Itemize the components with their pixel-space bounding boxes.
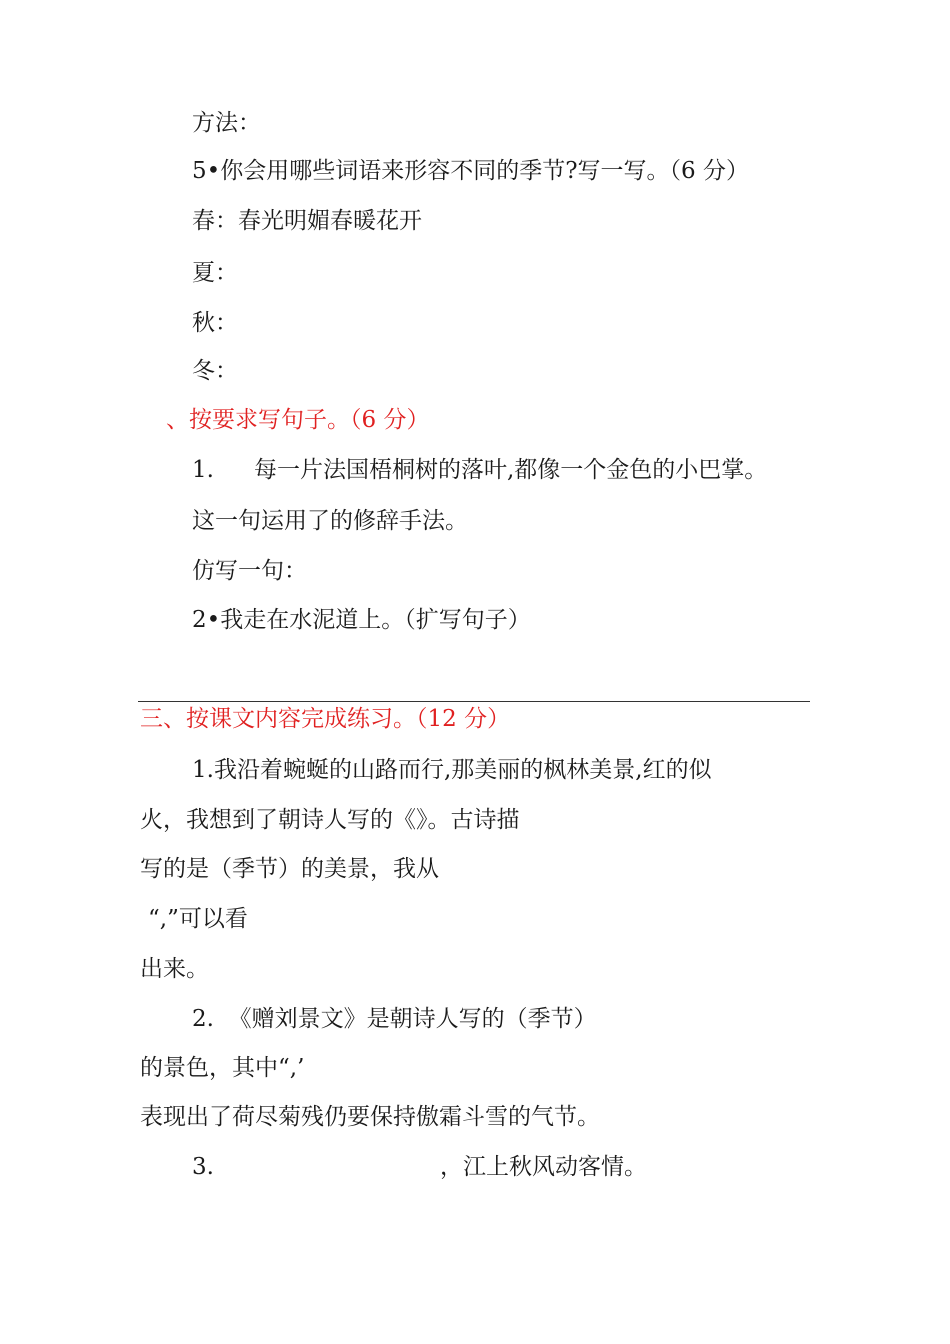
q5-winter: 冬： bbox=[192, 358, 238, 384]
section2-heading: 、按要求写句子。（6 分） bbox=[166, 407, 430, 433]
q5-summer: 夏： bbox=[192, 260, 238, 286]
section3-q2-line2: 的景色，其中“,’ bbox=[140, 1055, 305, 1081]
section3-q1-line4: “,”可以看 bbox=[148, 906, 248, 932]
section2-item2: 2•我走在水泥道上。（扩写句子） bbox=[192, 607, 531, 633]
section3-q1-line5: 出来。 bbox=[140, 956, 209, 982]
section3-heading: 三、按课文内容完成练习。（12 分） bbox=[140, 706, 511, 732]
section2-item1-imitate: 仿写一句： bbox=[192, 558, 307, 584]
answer-line bbox=[138, 701, 810, 702]
section2-item1-number: 1. bbox=[192, 457, 214, 483]
q5-prompt: 5•你会用哪些词语来形容不同的季节?写一写。（6 分） bbox=[192, 158, 749, 184]
q4-method-label: 方法： bbox=[192, 110, 261, 136]
section3-q2-line1: 2. 《赠刘景文》是朝诗人写的（季节） bbox=[192, 1006, 597, 1032]
section2-item1-sentence: 每一片法国梧桐树的落叶,都像一个金色的小巴掌。 bbox=[254, 457, 768, 483]
section2-item1-question: 这一句运用了的修辞手法。 bbox=[192, 508, 468, 534]
section3-q2-line3: 表现出了荷尽菊残仍要保持傲霜斗雪的气节。 bbox=[140, 1104, 600, 1130]
section3-q1-line1: 1.我沿着蜿蜒的山路而行,那美丽的枫林美景,红的似 bbox=[192, 757, 712, 783]
section3-q3-number: 3. bbox=[192, 1154, 214, 1180]
q5-autumn: 秋： bbox=[192, 310, 238, 336]
section3-q1-line2: 火，我想到了朝诗人写的《》。古诗描 bbox=[140, 807, 520, 833]
section3-q3-text: ，江上秋风动客情。 bbox=[440, 1154, 647, 1180]
section3-q1-line3: 写的是（季节）的美景，我从 bbox=[140, 856, 439, 882]
q5-spring: 春：春光明媚春暖花开 bbox=[192, 208, 422, 234]
